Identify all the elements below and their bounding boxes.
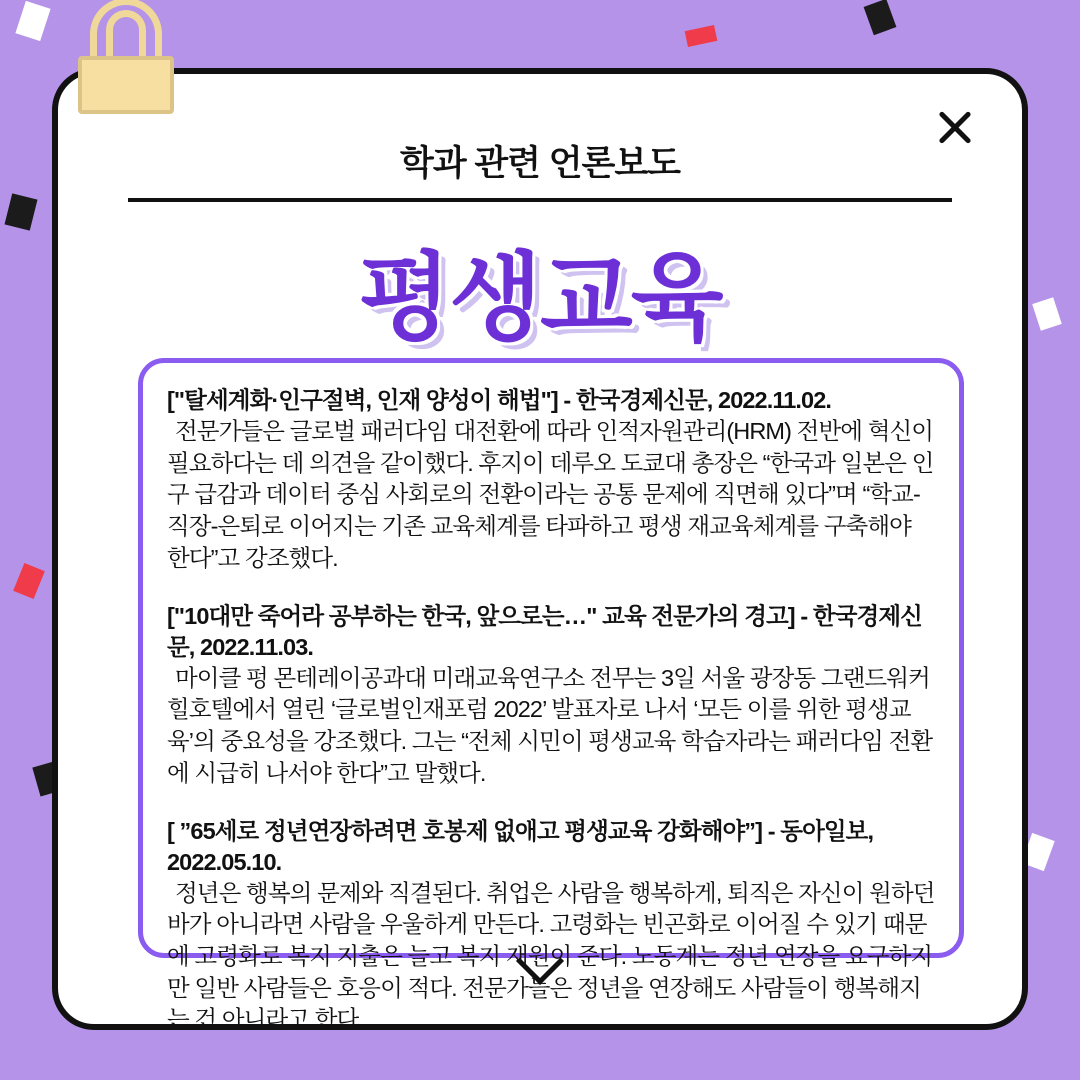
article-body: 전문가들은 글로벌 패러다임 대전환에 따라 인적자원관리(HRM) 전반에 혁신이 필요하다는 데 의견을 같이했다. 후지이 데루오 도쿄대 총장은 “한국과 일본은 인구 급감과 데이터 중심 사회로의 전환이라는 공통 문제에 직면해 있다”며 “학교-직장-은퇴로 이어지는 기존 교육체계를 타파하고 평생 재교육체계를 구축해야 한다”고 강조했다. xyxy=(167,418,934,571)
confetti-shape xyxy=(1032,297,1062,330)
article-body: 마이클 펑 몬테레이공과대 미래교육연구소 전무는 3일 서울 광장동 그랜드워커힐호텔에서 열린 ‘글로벌인재포럼 2022’ 발표자로 나서 ‘모든 이를 위한 평생교육’의 중요성을 강조했다. 그는 “전체 시민이 평생교육 학습자라는 패러다임 전환에 시급히 나서야 한다”고 말했다. xyxy=(167,664,933,786)
list-item xyxy=(167,601,937,790)
page-title: 학과 관련 언론보도 xyxy=(400,144,680,183)
list-item xyxy=(167,816,937,1037)
article-headline: ["10대만 죽어라 공부하는 한국, 앞으로는…" 교육 전문가의 경고] - 한국경제신문, 2022.11.03. xyxy=(167,602,922,660)
confetti-shape xyxy=(685,25,718,47)
confetti-shape xyxy=(5,193,38,230)
confetti-shape xyxy=(15,1,50,41)
list-item xyxy=(167,385,937,575)
articles-container xyxy=(138,358,964,1033)
title-divider xyxy=(128,198,952,202)
article-body: 정년은 행복의 문제와 직결된다. 취업은 사람을 행복하게, 퇴직은 자신이 원하던 바가 아니라면 사람을 우울하게 만든다. 고령화는 빈곤화로 이어질 수 있기 때문에 고령화로 복지 지출은 늘고 복지 재원이 준다. 노동계는 정년 연장을 요구하지만 일반 사람들은 호응이 적다. 전문가들은 정년을 연장해도 사람들이 행복해지는 건 아니라고 한다. xyxy=(167,879,935,1033)
confetti-shape xyxy=(13,563,45,599)
article-headline: ["탈세계화·인구절벽, 인재 양성이 해법"] - 한국경제신문, 2022.11.02. xyxy=(167,387,831,413)
headline-text: 평생교육 xyxy=(358,245,722,352)
binder-clip-icon xyxy=(72,0,192,124)
confetti-shape xyxy=(864,0,897,35)
article-headline: [ ”65세로 정년연장하려면 호봉제 없애고 평생교육 강화해야”] - 동아일보, 2022.05.10. xyxy=(167,817,874,875)
article-card xyxy=(52,68,1028,1033)
